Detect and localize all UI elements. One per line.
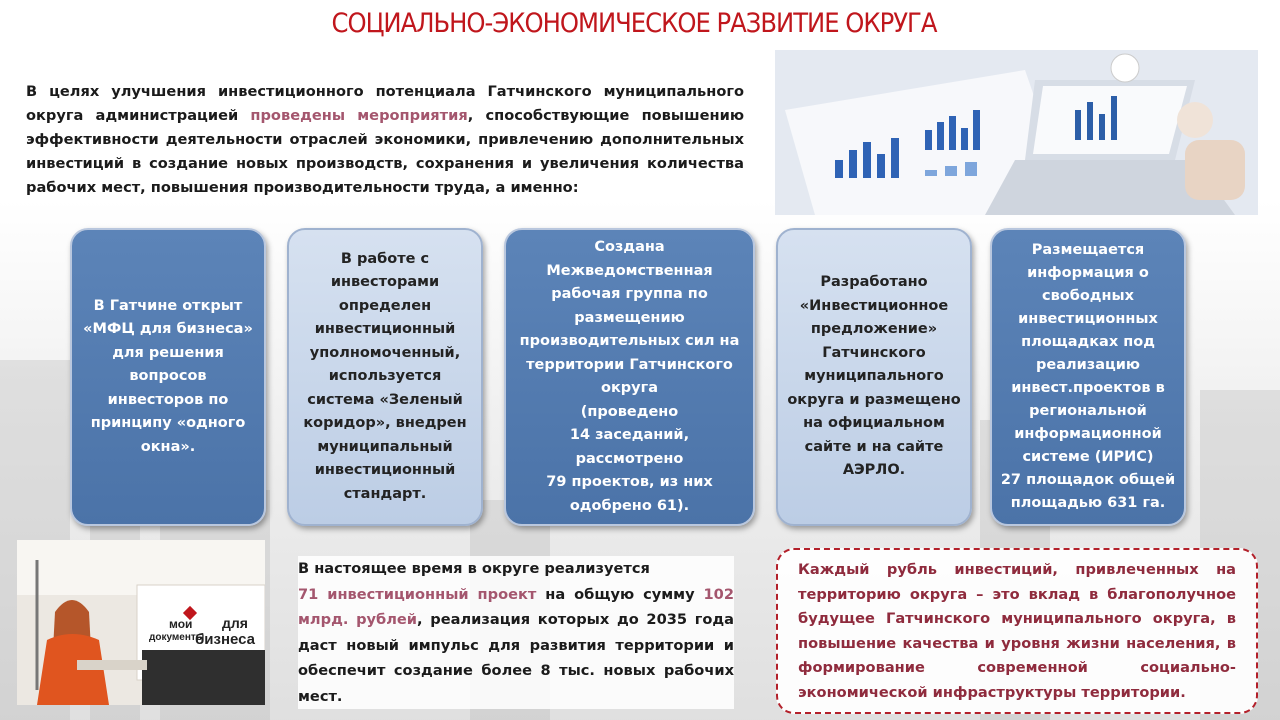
info-box-mfc-text: В Гатчине открыт «МФЦ для бизнеса» для решения вопросов инвесторов по принципу «одного окна». — [83, 297, 253, 455]
analytics-illustration — [775, 50, 1258, 215]
current-line-1: В настоящее время в округе реализуется — [298, 560, 650, 577]
business-center-photo — [17, 540, 265, 705]
info-box-mfc — [70, 228, 266, 526]
sign-line-3: для — [222, 615, 248, 631]
intro-text-after: , способствующие повышению эффективности деятельности отраслей экономики, привлечению дополнительных инвестиций в создание новых производств, сохранения и увеличения количества рабочих мест, повышения производительности труда, а именно: — [26, 107, 745, 196]
info-box-iris-text: Размещается информация о свободных инвестиционных площадках под реализацию инвест.проектов в региональной информационной системе (ИРИС) 27 площадок общей площадью 631 га. — [1000, 242, 1176, 511]
sign-line-2: документы — [149, 632, 205, 643]
slide-title: СОЦИАЛЬНО-ЭКОНОМИЧЕСКОЕ РАЗВИТИЕ ОКРУГА — [331, 8, 937, 39]
info-box-iris — [990, 228, 1186, 526]
info-box-working-group — [504, 228, 755, 526]
business-center-illustration — [17, 540, 265, 705]
info-box-investors — [287, 228, 483, 526]
sign-line-4: бизнеса — [195, 631, 256, 648]
investment-quote-box — [776, 548, 1258, 714]
current-projects-paragraph — [298, 556, 734, 709]
intro-paragraph — [26, 80, 744, 200]
intro-text-before: В целях улучшения инвестиционного потенциала Гатчинского муниципального округа администрацией — [26, 83, 744, 124]
info-box-working-group-text: Создана Межведомственная рабочая группа по размещению производительных сил на территории Гатчинского округа (проведено 14 заседаний, рассмотрено 79 проектов, из них одобрено 61). — [519, 239, 740, 514]
info-box-investors-text: В работе с инвесторами определен инвестиционный уполномоченный, используется система «Зеленый коридор», внедрен муниципальный инвестиционный стандарт. — [303, 250, 467, 502]
info-box-investment-offer-text: Разработано «Инвестиционное предложение» Гатчинского муниципального округа и размещено на официальном сайте и на сайте АЭРЛО. — [787, 274, 961, 479]
sign-line-1: мои — [169, 617, 193, 631]
current-projects-highlight: 71 инвестиционный проект — [298, 585, 537, 603]
intro-highlight: проведены мероприятия — [250, 107, 468, 124]
current-after: , реализация которых до 2035 года даст новый импульс для развития территории и обеспечит создание более 8 тыс. новых рабочих мест. — [298, 611, 735, 705]
investment-quote-text: Каждый рубль инвестиций, привлеченных на территорию округа – это вклад в благополучное будущее Гатчинского муниципального округа, в повышение качества и уровня жизни населения, в формирование современной социально-экономической инфраструктуры территории. — [798, 561, 1236, 701]
info-box-investment-offer — [776, 228, 972, 526]
business-analytics-photo — [775, 50, 1258, 215]
current-middle: на общую сумму — [536, 585, 704, 603]
current-amount-highlight: 102 млрд. рублей — [298, 585, 734, 628]
